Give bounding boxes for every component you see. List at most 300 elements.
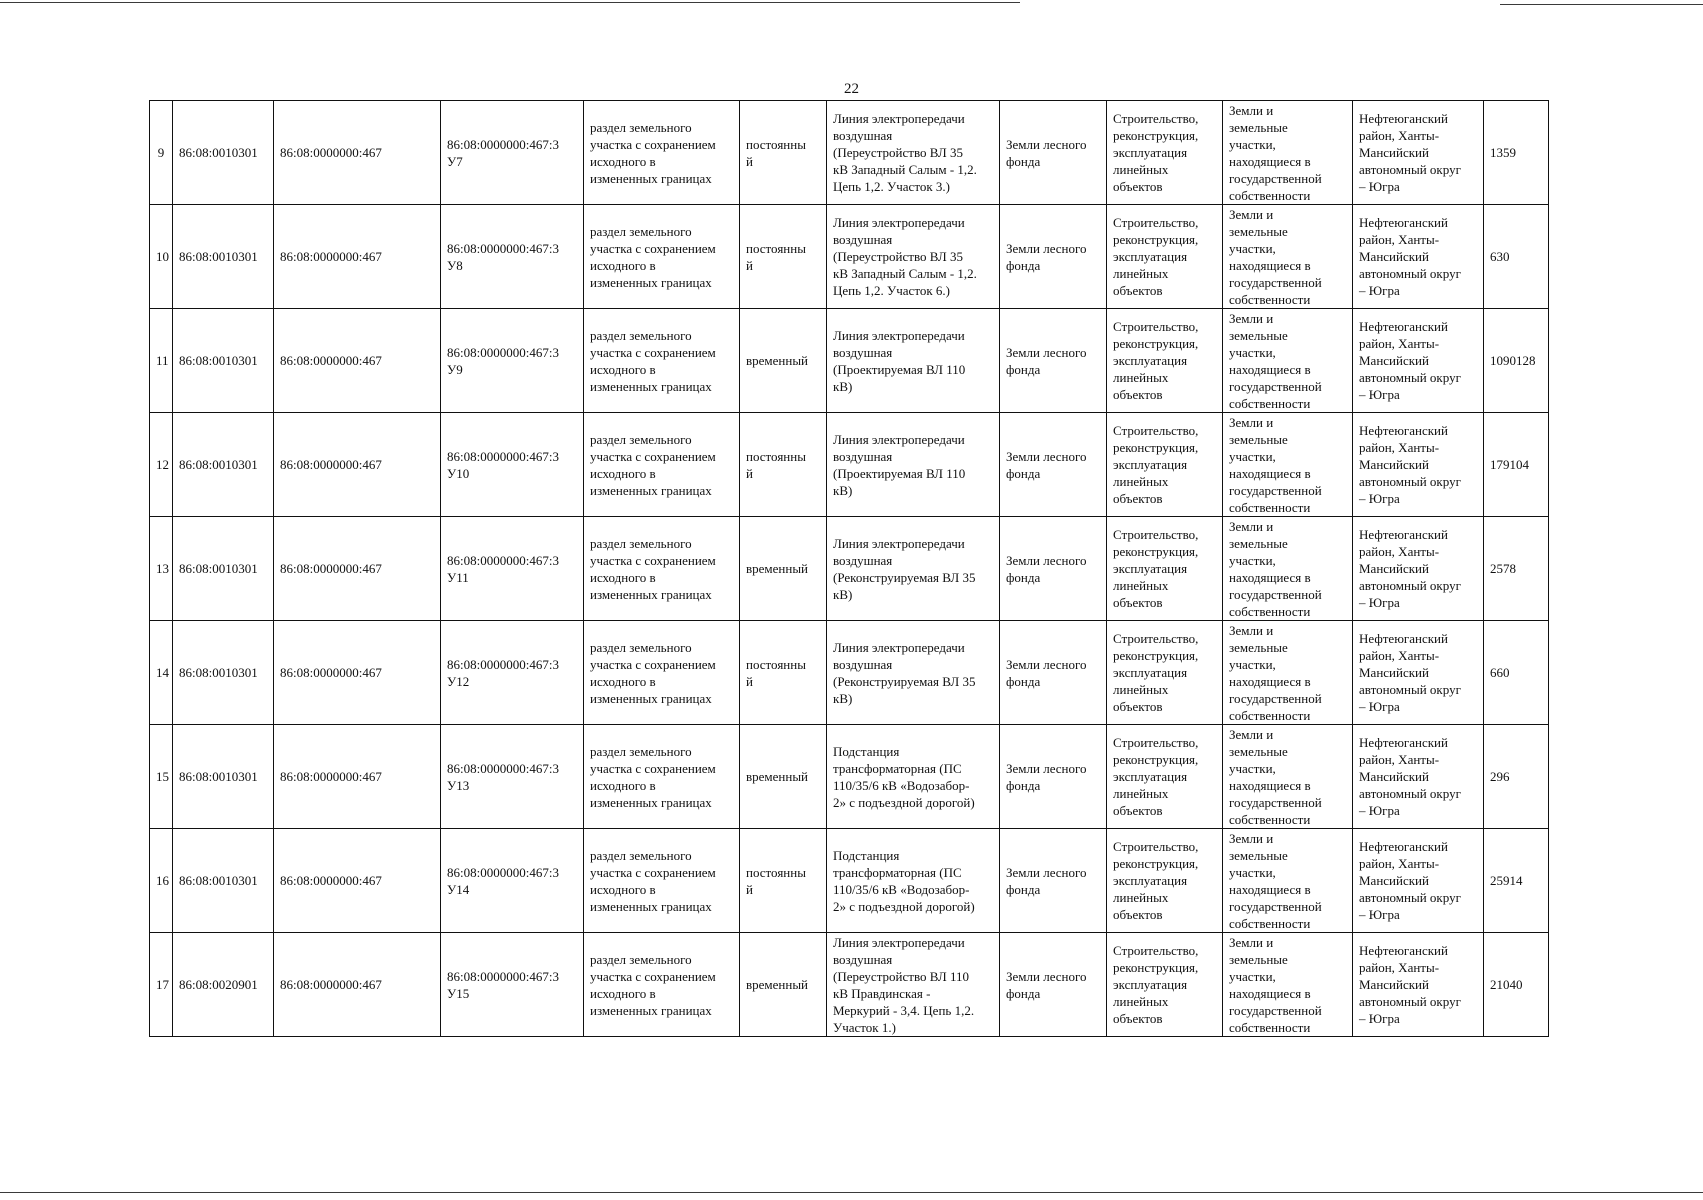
parent-plot-cell: 86:08:0000000:467 — [274, 101, 441, 205]
use-term-cell — [740, 621, 827, 725]
land-category-cell — [1000, 621, 1107, 725]
use-term-line: постоянны — [746, 240, 806, 256]
row-number-cell: 13 — [150, 517, 173, 621]
parent-plot-cell: 86:08:0000000:467 — [274, 413, 441, 517]
permitted-use-line: линейных — [1113, 266, 1169, 281]
permitted-use-line: Строительство, — [1113, 527, 1199, 542]
formation-method-line: измененных границах — [590, 690, 712, 706]
ownership-line: Земли и — [1229, 102, 1274, 118]
area-cell: 1090128 — [1484, 309, 1549, 413]
land-category-line: фонда — [1006, 465, 1041, 481]
use-term-line: постоянны — [746, 448, 806, 464]
permitted-use-line: Строительство, — [1113, 735, 1199, 750]
plot-number-line: У15 — [447, 985, 470, 1001]
location-line: Мансийский — [1359, 457, 1429, 472]
use-term-line: й — [746, 881, 753, 897]
formation-method-line: измененных границах — [590, 1002, 712, 1018]
location-line: – Югра — [1359, 595, 1400, 610]
formation-method-line: исходного в — [590, 673, 656, 689]
location-line: Нефтеюганский — [1359, 735, 1448, 750]
location-line: Нефтеюганский — [1359, 215, 1448, 230]
table-row — [150, 933, 1549, 1037]
formation-method-cell — [584, 829, 740, 933]
parent-plot-cell: 86:08:0000000:467 — [274, 517, 441, 621]
location-line: Нефтеюганский — [1359, 319, 1448, 334]
table-row — [150, 309, 1549, 413]
permitted-use-line: объектов — [1113, 491, 1163, 506]
formation-method-line: участка с сохранением — [590, 136, 716, 152]
ownership-line: участки, — [1229, 240, 1276, 256]
object-name-line: кВ) — [833, 482, 853, 498]
plot-number-line: 86:08:0000000:467:3 — [447, 864, 559, 880]
formation-method-cell — [584, 725, 740, 829]
ownership-line: государственной — [1229, 170, 1322, 186]
ownership-line: находящиеся в — [1229, 257, 1311, 273]
ownership-line: участки, — [1229, 656, 1276, 672]
object-name-line: воздушная — [833, 448, 893, 464]
permitted-use-cell — [1107, 517, 1223, 621]
plot-number-line: У9 — [447, 361, 463, 377]
location-line: Нефтеюганский — [1359, 839, 1448, 854]
ownership-line: земельные — [1229, 119, 1288, 135]
permitted-use-line: Строительство, — [1113, 423, 1199, 438]
table-row — [150, 621, 1549, 725]
ownership-line: находящиеся в — [1229, 569, 1311, 585]
ownership-line: земельные — [1229, 223, 1288, 239]
location-line: район, Ханты- — [1359, 960, 1440, 975]
permitted-use-line: Строительство, — [1113, 839, 1199, 854]
object-name-line: Линия электропередачи — [833, 215, 965, 230]
land-category-cell — [1000, 933, 1107, 1037]
use-term-line: й — [746, 673, 753, 689]
ownership-cell — [1223, 517, 1353, 621]
land-category-cell — [1000, 309, 1107, 413]
location-cell — [1353, 933, 1484, 1037]
land-category-line: Земли лесного — [1006, 136, 1087, 152]
permitted-use-line: реконструкция, — [1113, 960, 1199, 975]
object-name-line: Подстанция — [833, 847, 900, 863]
formation-method-cell — [584, 621, 740, 725]
location-line: автономный округ — [1359, 162, 1461, 177]
ownership-line: собственности — [1229, 603, 1311, 619]
ownership-line: Земли и — [1229, 518, 1274, 534]
land-category-line: фонда — [1006, 569, 1041, 585]
parent-plot-cell: 86:08:0000000:467 — [274, 829, 441, 933]
ownership-line: собственности — [1229, 395, 1311, 411]
use-term-cell — [740, 413, 827, 517]
location-cell — [1353, 517, 1484, 621]
cadastral-block-cell: 86:08:0010301 — [173, 517, 274, 621]
ownership-line: находящиеся в — [1229, 361, 1311, 377]
row-number-cell: 17 — [150, 933, 173, 1037]
permitted-use-line: линейных — [1113, 682, 1169, 697]
permitted-use-cell — [1107, 205, 1223, 309]
ownership-line: участки, — [1229, 864, 1276, 880]
object-name-line: (Реконструируемая ВЛ 35 — [833, 673, 976, 689]
area-cell: 21040 — [1484, 933, 1549, 1037]
location-cell — [1353, 205, 1484, 309]
permitted-use-line: эксплуатация — [1113, 665, 1188, 680]
ownership-line: собственности — [1229, 707, 1311, 723]
object-name-line: воздушная — [833, 951, 893, 967]
use-term-cell — [740, 829, 827, 933]
row-number-cell: 15 — [150, 725, 173, 829]
location-line: автономный округ — [1359, 994, 1461, 1009]
permitted-use-line: эксплуатация — [1113, 353, 1188, 368]
row-number-cell: 16 — [150, 829, 173, 933]
formation-method-cell — [584, 413, 740, 517]
use-term-line: временный — [746, 561, 809, 576]
ownership-line: участки, — [1229, 760, 1276, 776]
formation-method-line: измененных границах — [590, 378, 712, 394]
formation-method-line: исходного в — [590, 985, 656, 1001]
location-line: район, Ханты- — [1359, 648, 1440, 663]
land-category-line: фонда — [1006, 881, 1041, 897]
parent-plot-cell: 86:08:0000000:467 — [274, 933, 441, 1037]
formation-method-line: раздел земельного — [590, 951, 692, 967]
permitted-use-line: Строительство, — [1113, 631, 1199, 646]
ownership-line: государственной — [1229, 274, 1322, 290]
land-category-line: Земли лесного — [1006, 240, 1087, 256]
object-name-line: 110/35/6 кВ «Водозабор- — [833, 881, 970, 897]
use-term-cell — [740, 517, 827, 621]
use-term-line: постоянны — [746, 864, 806, 880]
ownership-line: собственности — [1229, 291, 1311, 307]
ownership-line: Земли и — [1229, 934, 1274, 950]
plot-number-cell — [441, 621, 584, 725]
ownership-line: собственности — [1229, 915, 1311, 931]
ownership-line: собственности — [1229, 1019, 1311, 1035]
object-name-line: трансформаторная (ПС — [833, 760, 962, 776]
object-name-line: (Проектируемая ВЛ 110 — [833, 465, 966, 481]
object-name-cell — [827, 205, 1000, 309]
parent-plot-cell: 86:08:0000000:467 — [274, 621, 441, 725]
table-row — [150, 829, 1549, 933]
formation-method-line: раздел земельного — [590, 327, 692, 343]
location-line: Нефтеюганский — [1359, 943, 1448, 958]
permitted-use-line: Строительство, — [1113, 111, 1199, 126]
ownership-line: земельные — [1229, 535, 1288, 551]
use-term-line: постоянны — [746, 136, 806, 152]
object-name-line: воздушная — [833, 232, 893, 247]
permitted-use-line: эксплуатация — [1113, 977, 1188, 992]
use-term-line: й — [746, 153, 753, 169]
ownership-line: находящиеся в — [1229, 465, 1311, 481]
ownership-line: земельные — [1229, 743, 1288, 759]
location-line: район, Ханты- — [1359, 440, 1440, 455]
land-category-line: Земли лесного — [1006, 864, 1087, 880]
location-line: – Югра — [1359, 907, 1400, 922]
formation-method-line: участка с сохранением — [590, 656, 716, 672]
formation-method-line: участка с сохранением — [590, 552, 716, 568]
location-cell — [1353, 621, 1484, 725]
formation-method-line: участка с сохранением — [590, 240, 716, 256]
object-name-line: Линия электропередачи — [833, 535, 965, 551]
permitted-use-cell — [1107, 413, 1223, 517]
formation-method-cell — [584, 101, 740, 205]
location-line: район, Ханты- — [1359, 232, 1440, 247]
area-cell: 179104 — [1484, 413, 1549, 517]
location-line: – Югра — [1359, 387, 1400, 402]
ownership-line: участки, — [1229, 448, 1276, 464]
permitted-use-line: эксплуатация — [1113, 249, 1188, 264]
object-name-line: Цепь 1,2. Участок 6.) — [833, 283, 950, 298]
land-category-line: фонда — [1006, 673, 1041, 689]
location-line: – Югра — [1359, 179, 1400, 194]
parent-plot-cell: 86:08:0000000:467 — [274, 725, 441, 829]
object-name-line: Цепь 1,2. Участок 3.) — [833, 179, 950, 194]
land-category-cell — [1000, 517, 1107, 621]
page-number: 22 — [844, 81, 859, 97]
row-number-cell: 10 — [150, 205, 173, 309]
land-category-line: фонда — [1006, 361, 1041, 377]
permitted-use-cell — [1107, 725, 1223, 829]
permitted-use-line: реконструкция, — [1113, 336, 1199, 351]
land-category-cell — [1000, 725, 1107, 829]
use-term-line: й — [746, 465, 753, 481]
permitted-use-line: объектов — [1113, 907, 1163, 922]
ownership-cell — [1223, 725, 1353, 829]
row-number-cell: 14 — [150, 621, 173, 725]
permitted-use-line: объектов — [1113, 283, 1163, 298]
ownership-line: собственности — [1229, 187, 1311, 203]
permitted-use-cell — [1107, 101, 1223, 205]
location-line: район, Ханты- — [1359, 544, 1440, 559]
formation-method-line: измененных границах — [590, 170, 712, 186]
permitted-use-line: объектов — [1113, 387, 1163, 402]
formation-method-line: участка с сохранением — [590, 968, 716, 984]
land-category-line: Земли лесного — [1006, 656, 1087, 672]
permitted-use-line: объектов — [1113, 803, 1163, 818]
permitted-use-line: объектов — [1113, 699, 1163, 714]
object-name-line: 2» с подъездной дорогой) — [833, 794, 975, 810]
ownership-line: Земли и — [1229, 414, 1274, 430]
ownership-line: находящиеся в — [1229, 153, 1311, 169]
formation-method-line: раздел земельного — [590, 119, 692, 135]
permitted-use-line: линейных — [1113, 578, 1169, 593]
permitted-use-line: эксплуатация — [1113, 769, 1188, 784]
object-name-cell — [827, 517, 1000, 621]
location-line: автономный округ — [1359, 890, 1461, 905]
permitted-use-line: реконструкция, — [1113, 752, 1199, 767]
object-name-cell — [827, 829, 1000, 933]
ownership-line: государственной — [1229, 482, 1322, 498]
location-line: – Югра — [1359, 491, 1400, 506]
area-cell: 296 — [1484, 725, 1549, 829]
cadastral-block-cell: 86:08:0010301 — [173, 205, 274, 309]
ownership-line: государственной — [1229, 690, 1322, 706]
use-term-cell — [740, 933, 827, 1037]
object-name-cell — [827, 933, 1000, 1037]
scan-edge-line-top-right — [1500, 4, 1703, 5]
formation-method-line: участка с сохранением — [590, 864, 716, 880]
plot-number-line: У10 — [447, 465, 470, 481]
ownership-cell — [1223, 205, 1353, 309]
ownership-line: участки, — [1229, 968, 1276, 984]
use-term-line: временный — [746, 769, 809, 784]
permitted-use-cell — [1107, 933, 1223, 1037]
location-line: Мансийский — [1359, 561, 1429, 576]
plot-number-line: У13 — [447, 777, 470, 793]
land-category-line: фонда — [1006, 257, 1041, 273]
object-name-line: (Переустройство ВЛ 35 — [833, 249, 963, 264]
plot-number-line: У7 — [447, 153, 463, 169]
location-cell — [1353, 413, 1484, 517]
land-category-cell — [1000, 829, 1107, 933]
land-category-line: Земли лесного — [1006, 552, 1087, 568]
location-line: Нефтеюганский — [1359, 423, 1448, 438]
formation-method-line: раздел земельного — [590, 535, 692, 551]
permitted-use-line: линейных — [1113, 994, 1169, 1009]
plot-number-line: 86:08:0000000:467:3 — [447, 136, 559, 152]
cadastral-block-cell: 86:08:0010301 — [173, 621, 274, 725]
permitted-use-line: Строительство, — [1113, 943, 1199, 958]
use-term-cell — [740, 309, 827, 413]
plot-number-line: 86:08:0000000:467:3 — [447, 552, 559, 568]
location-cell — [1353, 829, 1484, 933]
permitted-use-line: реконструкция, — [1113, 544, 1199, 559]
object-name-line: Меркурий - 3,4. Цепь 1,2. — [833, 1002, 975, 1018]
location-line: автономный округ — [1359, 474, 1461, 489]
object-name-line: кВ) — [833, 378, 853, 394]
cadastral-block-cell: 86:08:0020901 — [173, 933, 274, 1037]
permitted-use-line: линейных — [1113, 162, 1169, 177]
plot-number-cell — [441, 517, 584, 621]
permitted-use-line: линейных — [1113, 370, 1169, 385]
ownership-line: государственной — [1229, 378, 1322, 394]
plot-number-line: 86:08:0000000:467:3 — [447, 760, 559, 776]
formation-method-line: измененных границах — [590, 482, 712, 498]
plot-number-line: 86:08:0000000:467:3 — [447, 656, 559, 672]
location-line: Нефтеюганский — [1359, 631, 1448, 646]
object-name-line: (Проектируемая ВЛ 110 — [833, 361, 966, 377]
permitted-use-line: эксплуатация — [1113, 561, 1188, 576]
formation-method-line: исходного в — [590, 361, 656, 377]
permitted-use-cell — [1107, 829, 1223, 933]
ownership-line: Земли и — [1229, 726, 1274, 742]
location-line: Мансийский — [1359, 873, 1429, 888]
plot-number-cell — [441, 205, 584, 309]
ownership-line: участки, — [1229, 344, 1276, 360]
location-line: автономный округ — [1359, 578, 1461, 593]
use-term-cell — [740, 725, 827, 829]
ownership-cell — [1223, 309, 1353, 413]
row-number-cell: 9 — [150, 101, 173, 205]
object-name-line: Линия электропередачи — [833, 934, 965, 950]
object-name-line: Линия электропередачи — [833, 431, 965, 447]
ownership-cell — [1223, 829, 1353, 933]
table-row — [150, 101, 1549, 205]
formation-method-cell — [584, 517, 740, 621]
permitted-use-cell — [1107, 309, 1223, 413]
parent-plot-cell: 86:08:0000000:467 — [274, 205, 441, 309]
ownership-cell — [1223, 933, 1353, 1037]
location-line: Мансийский — [1359, 977, 1429, 992]
permitted-use-line: реконструкция, — [1113, 128, 1199, 143]
plot-number-line: У11 — [447, 569, 469, 585]
ownership-line: государственной — [1229, 794, 1322, 810]
ownership-cell — [1223, 621, 1353, 725]
formation-method-line: исходного в — [590, 777, 656, 793]
location-line: район, Ханты- — [1359, 336, 1440, 351]
plot-number-line: У14 — [447, 881, 470, 897]
object-name-line: 2» с подъездной дорогой) — [833, 898, 975, 914]
location-line: район, Ханты- — [1359, 752, 1440, 767]
permitted-use-line: линейных — [1113, 474, 1169, 489]
formation-method-line: исходного в — [590, 257, 656, 273]
scan-edge-line-bottom — [0, 1192, 1703, 1193]
location-line: Мансийский — [1359, 769, 1429, 784]
location-line: автономный округ — [1359, 786, 1461, 801]
location-line: район, Ханты- — [1359, 856, 1440, 871]
permitted-use-line: эксплуатация — [1113, 457, 1188, 472]
land-category-cell — [1000, 101, 1107, 205]
permitted-use-line: линейных — [1113, 890, 1169, 905]
object-name-line: Линия электропередачи — [833, 327, 965, 343]
cadastral-block-cell: 86:08:0010301 — [173, 725, 274, 829]
ownership-cell — [1223, 413, 1353, 517]
ownership-line: находящиеся в — [1229, 881, 1311, 897]
object-name-line: кВ) — [833, 690, 853, 706]
formation-method-line: раздел земельного — [590, 223, 692, 239]
object-name-line: кВ Западный Салым - 1,2. — [833, 162, 977, 177]
use-term-line: постоянны — [746, 656, 806, 672]
cadastral-block-cell: 86:08:0010301 — [173, 829, 274, 933]
ownership-line: находящиеся в — [1229, 985, 1311, 1001]
use-term-line: временный — [746, 353, 809, 368]
location-line: – Югра — [1359, 1011, 1400, 1026]
object-name-line: Подстанция — [833, 743, 900, 759]
ownership-line: находящиеся в — [1229, 777, 1311, 793]
table-row — [150, 517, 1549, 621]
formation-method-line: раздел земельного — [590, 431, 692, 447]
permitted-use-line: линейных — [1113, 786, 1169, 801]
ownership-line: участки, — [1229, 136, 1276, 152]
land-category-line: фонда — [1006, 777, 1041, 793]
permitted-use-line: эксплуатация — [1113, 873, 1188, 888]
use-term-cell — [740, 101, 827, 205]
location-line: район, Ханты- — [1359, 128, 1440, 143]
object-name-cell — [827, 413, 1000, 517]
formation-method-line: участка с сохранением — [590, 344, 716, 360]
ownership-line: земельные — [1229, 431, 1288, 447]
object-name-line: кВ Правдинская - — [833, 985, 931, 1001]
object-name-line: кВ) — [833, 586, 853, 602]
object-name-line: 110/35/6 кВ «Водозабор- — [833, 777, 970, 793]
plot-number-cell — [441, 413, 584, 517]
use-term-line: временный — [746, 977, 809, 992]
permitted-use-line: объектов — [1113, 179, 1163, 194]
location-line: Мансийский — [1359, 353, 1429, 368]
land-category-line: Земли лесного — [1006, 760, 1087, 776]
permitted-use-cell — [1107, 621, 1223, 725]
location-cell — [1353, 725, 1484, 829]
ownership-cell — [1223, 101, 1353, 205]
formation-method-line: измененных границах — [590, 274, 712, 290]
plot-number-line: 86:08:0000000:467:3 — [447, 968, 559, 984]
land-category-line: Земли лесного — [1006, 448, 1087, 464]
ownership-line: Земли и — [1229, 206, 1274, 222]
area-cell: 660 — [1484, 621, 1549, 725]
cadastral-block-cell: 86:08:0010301 — [173, 101, 274, 205]
ownership-line: Земли и — [1229, 310, 1274, 326]
permitted-use-line: реконструкция, — [1113, 856, 1199, 871]
object-name-line: (Переустройство ВЛ 110 — [833, 968, 970, 984]
scan-edge-line-top — [0, 2, 1020, 3]
ownership-line: земельные — [1229, 639, 1288, 655]
object-name-line: Участок 1.) — [833, 1019, 896, 1035]
location-line: автономный округ — [1359, 266, 1461, 281]
